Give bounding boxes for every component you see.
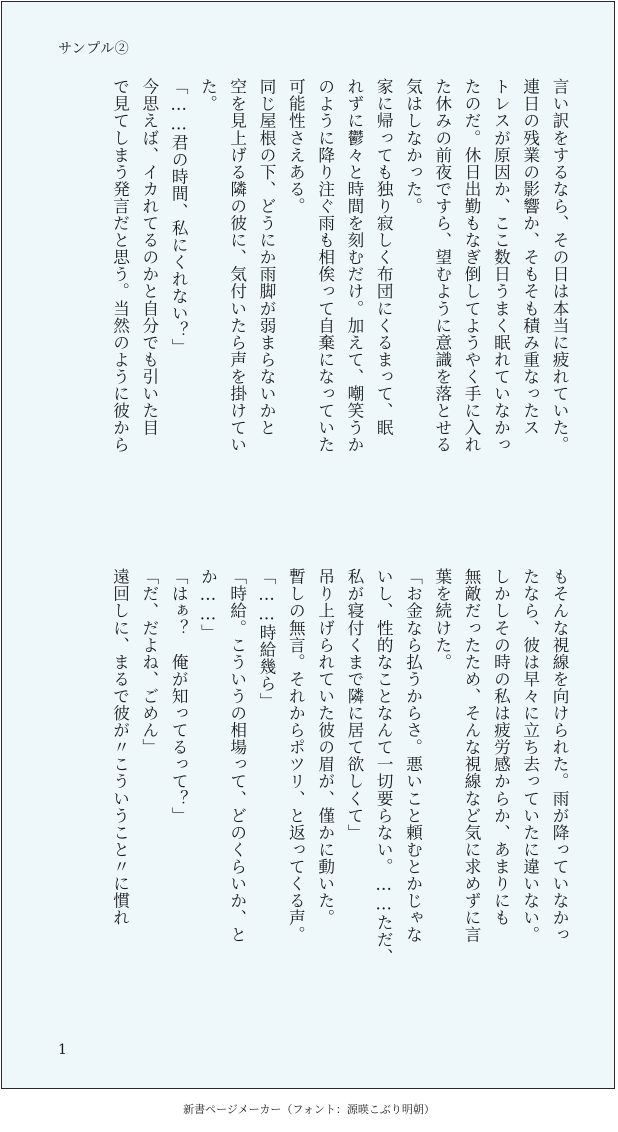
text-line: もそんな視線を向けられた。雨が降っていなかっ <box>550 568 569 944</box>
text-line: 「はぁ？ 俺が知ってるって？」 <box>169 568 189 824</box>
page-number: 1 <box>58 1042 67 1058</box>
text-line: で見てしまう発言だと思う。当然のように彼から <box>110 78 130 454</box>
text-line: トレスが原因か、ここ数日うまく眠れていなかっ <box>491 78 511 454</box>
text-line: いし、性的なことなんて一切要らない。……ただ、 <box>374 568 394 965</box>
text-line: た休みの前夜ですら、望むように意識を落とせる <box>432 78 452 454</box>
text-line: 遠回しに、まるで彼が〃こういうこと〃に慣れ <box>110 568 130 927</box>
text-line: 今思えば、イカれてるのかと自分でも引いた目 <box>139 78 159 437</box>
text-line: 連日の残業の影響か、そもそも積み重なったス <box>520 78 540 437</box>
text-line: 家に帰っても独り寂しく布団にくるまって、眠 <box>374 78 394 437</box>
text-line: たなら、彼は早々に立ち去っていたに違いない。 <box>520 568 540 944</box>
text-line: 「お金なら払うからさ。悪いこと頼むとかじゃな <box>403 568 423 944</box>
text-line: か……」 <box>198 568 218 641</box>
text-line: 空を見上げる隣の彼に、気付いたら声を掛けてい <box>227 78 247 454</box>
text-line: たのだ。休日出勤もなぎ倒してようやく手に入れ <box>462 78 482 454</box>
lower-text-column <box>54 568 574 1023</box>
text-line: のように降り注ぐ雨も相俟って自棄になっていた <box>315 78 335 454</box>
upper-text-column <box>54 78 574 533</box>
text-line: れずに鬱々と時間を刻むだけ。加えて、嘲笑うか <box>344 78 364 454</box>
text-line: 言い訳をするなら、その日は本当に疲れていた。 <box>550 78 569 454</box>
text-line: 葉を続けた。 <box>432 568 452 671</box>
text-line: 暫しの無言。それからポツリ、と返ってくる声。 <box>286 568 306 944</box>
novel-page <box>1 1 615 1089</box>
text-line: 私が寝付くまで隣に居て欲しくて」 <box>344 568 364 841</box>
text-line: 吊り上げられていた彼の眉が、僅かに動いた。 <box>315 568 335 927</box>
text-line: 「……君の時間、私にくれない？」 <box>169 78 189 356</box>
text-line: しかしその時の私は疲労感からか、あまりにも <box>491 568 511 927</box>
running-title: サンプル② <box>58 41 130 57</box>
text-line: 「だ、だよね、ごめん」 <box>139 568 159 756</box>
text-line: 同じ屋根の下、どうにか雨脚が弱まらないかと <box>257 78 277 437</box>
text-line: 可能性さえある。 <box>286 78 306 215</box>
text-line: 「……時給幾ら」 <box>257 568 277 710</box>
text-line: 気はしなかった。 <box>403 78 423 215</box>
text-line: 無敵だったため、そんな視線など気に求めずに言 <box>462 568 482 944</box>
text-line: 「時給。こういうの相場って、どのくらいか、と <box>227 568 247 944</box>
footer-caption: 新書ページメーカー（フォント：源暎こぶり明朝） <box>183 1103 435 1116</box>
text-line: た。 <box>198 78 218 113</box>
